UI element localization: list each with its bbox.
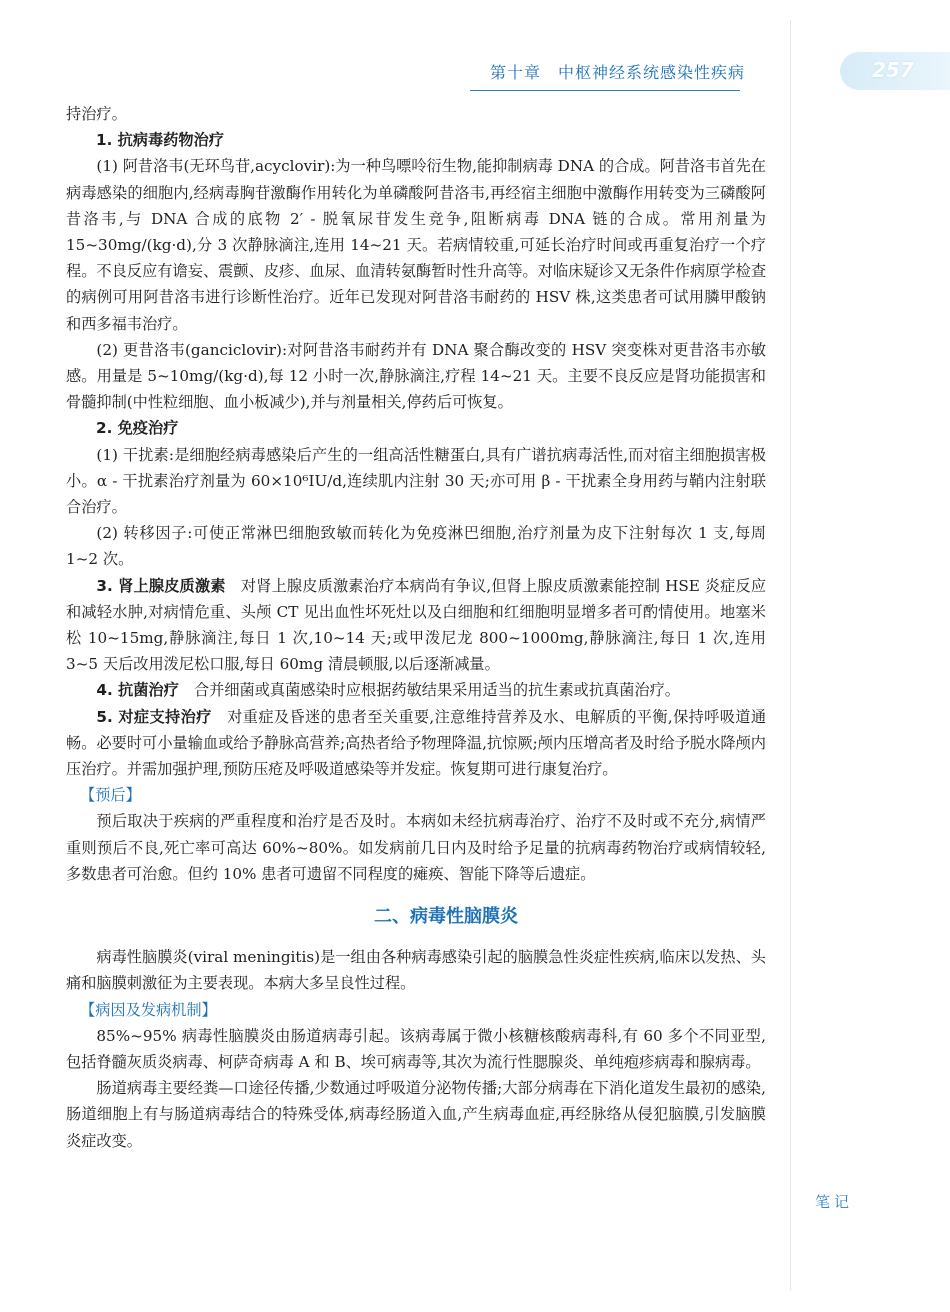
paragraph-antibacterial [66, 677, 766, 703]
heading-antiviral: 1. 抗病毒药物治疗 [96, 131, 224, 150]
paragraph-ganciclovir: (2) 更昔洛韦(ganciclovir):对阿昔洛韦耐药并有 DNA 聚合酶改变的 HSV 突变株对更昔洛韦亦敏感。用量是 5~10mg/(kg·d),每 12 小时一次,静脉滴注,疗程 14~21 天。主要不良反应是肾功能损害和骨髓抑制(中性粒细胞、血小板减少),并与剂量相关,停药后可恢复。 [66, 340, 766, 412]
heading-antibacterial: 4. 抗菌治疗 [96, 681, 179, 700]
paragraph-interferon: (1) 干扰素:是细胞经病毒感染后产生的一组高活性糖蛋白,具有广谱抗病毒活性,而对宿主细胞损害极小。α - 干扰素治疗剂量为 60×10⁶IU/d,连续肌内注射 30 天;亦可用 β - 干扰素全身用药与鞘内注射联合治疗。 [66, 445, 766, 517]
heading-prognosis: 【预后】 [80, 786, 141, 805]
paragraph-etiology-2: 肠道病毒主要经粪—口途径传播,少数通过呼吸道分泌物传播;大部分病毒在下消化道发生最初的感染,肠道细胞上有与肠道病毒结合的特殊受体,病毒经肠道入血,产生病毒血症,再经脉络从侵犯脑膜,引发脑膜炎症改变。 [66, 1079, 766, 1150]
notes-label: 笔记 [815, 1193, 854, 1211]
page-number: 257 [872, 58, 914, 82]
paragraph-acyclovir: (1) 阿昔洛韦(无环鸟苷,acyclovir):为一种鸟嘌呤衍生物,能抑制病毒 DNA 的合成。阿昔洛韦首先在病毒感染的细胞内,经病毒胸苷激酶作用转化为单磷酸阿昔洛韦,再经宿主细胞中激酶作用转变为三磷酸阿昔洛韦,与 DNA 合成的底物 2′ - 脱氧尿苷发生竞争,阻断病毒 DNA 链的合成。常用剂量为 15~30mg/(kg·d),分 3 次静脉滴注,连用 14~21 天。若病情较重,可延长治疗时间或再重复治疗一个疗程。不良反应有谵妄、震颤、皮疹、血尿、血清转氨酶暂时性升高等。对临床疑诊又无条件作病原学检查的病例可用阿昔洛韦进行诊断性治疗。近年已发现对阿昔洛韦耐药的 HSV 株,这类患者可试用膦甲酸钠和西多福韦治疗。 [66, 157, 766, 333]
heading-immune: 2. 免疫治疗 [96, 419, 179, 438]
paragraph-continued: 持治疗。 [66, 105, 127, 123]
paragraph-etiology-1: 85%~95% 病毒性脑膜炎由肠道病毒引起。该病毒属于微小核糖核酸病毒科,有 60 多个不同亚型,包括脊髓灰质炎病毒、柯萨奇病毒 A 和 B、埃可病毒等,其次为流行性腮腺炎、单纯疱疹病毒和腺病毒。 [66, 1026, 766, 1071]
page-content [66, 101, 766, 1154]
paragraph-transfer-factor: (2) 转移因子:可使正常淋巴细胞致敏而转化为免疫淋巴细胞,治疗剂量为皮下注射每次 1 支,每周 1~2 次。 [66, 524, 766, 569]
chapter-title: 第十章 中枢神经系统感染性疾病 [490, 63, 746, 82]
supportive-text: 对重症及昏迷的患者至关重要,注意维持营养及水、电解质的平衡,保持呼吸道通畅。必要时可小量输血或给予静脉高营养;高热者给予物理降温,抗惊厥;颅内压增高者及时给予脱水降颅内压治疗。并需加强护理,预防压疮及呼吸道感染等并发症。恢复期可进行康复治疗。 [66, 707, 767, 779]
paragraph-prognosis: 预后取决于疾病的严重程度和治疗是否及时。本病如未经抗病毒治疗、治疗不及时或不充分,病情严重则预后不良,死亡率可高达 60%~80%。如发病前几日内及时给予足量的抗病毒药物治疗或病情较轻,多数患者可治愈。但约 10% 患者可遗留不同程度的瘫痪、智能下降等后遗症。 [66, 812, 766, 883]
heading-etiology: 【病因及发病机制】 [80, 1000, 217, 1019]
steroid-text: 对肾上腺皮质激素治疗本病尚有争议,但肾上腺皮质激素能控制 HSE 炎症反应和减轻水肿,对病情危重、头颅 CT 见出血性坏死灶以及白细胞和红细胞明显增多者可酌情使用。地塞米松 10~15mg,静脉滴注,每日 1 次,10~14 天;或甲泼尼龙 800~1000mg,静脉滴注,每日 1 次,连用 3~5 天后改用泼尼松口服,每日 60mg 清晨顿服,以后逐渐减量。 [66, 576, 767, 674]
paragraph-supportive [66, 704, 766, 783]
paragraph-meningitis: 病毒性脑膜炎(viral meningitis)是一组由各种病毒感染引起的脑膜急性炎症性疾病,临床以发热、头痛和脑膜刺激征为主要表现。本病大多呈良性过程。 [66, 948, 766, 993]
paragraph-steroid [66, 573, 766, 678]
heading-steroid: 3. 肾上腺皮质激素 [96, 576, 226, 595]
antibacterial-text: 合并细菌或真菌感染时应根据药敏结果采用适当的抗生素或抗真菌治疗。 [193, 681, 680, 700]
section-title: 二、病毒性脑膜炎 [374, 906, 518, 928]
margin-rule [790, 20, 791, 1290]
header-rule [470, 90, 740, 91]
heading-supportive: 5. 对症支持治疗 [96, 707, 212, 726]
